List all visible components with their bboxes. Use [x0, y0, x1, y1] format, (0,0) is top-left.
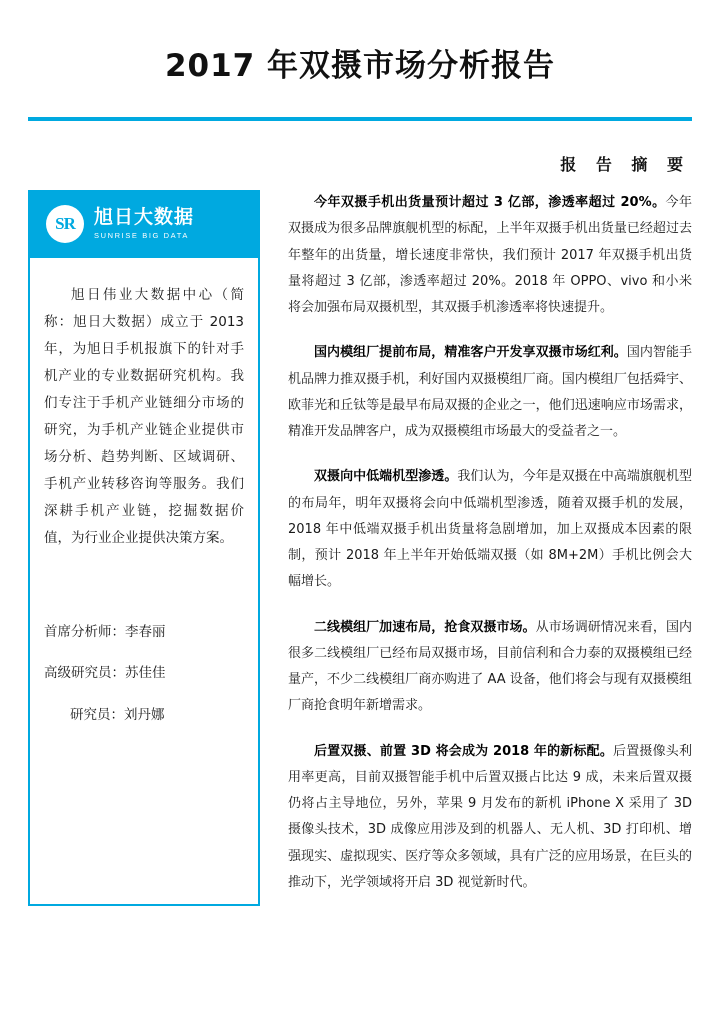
staff-researcher: 研究员：刘丹娜 — [70, 707, 165, 723]
summary-paragraph — [288, 190, 692, 321]
logo-name-cn: 旭日大数据 — [94, 206, 195, 229]
page-title: 2017 年双摄市场分析报告 — [164, 48, 556, 84]
summary-paragraph-text: 从市场调研情况来看，国内很多二线模组厂已经布局双摄市场，目前信利和合力泰的双摄模组已经量产，不少二线模组厂商亦购进了 AA 设备，他们将会与现有双摄模组厂商抢食明年新增需求。 — [288, 619, 692, 714]
title-area — [0, 48, 720, 85]
logo-icon: SR — [46, 205, 84, 243]
summary-paragraph-lead: 国内模组厂提前布局，精准客户开发享双摄市场红利。 — [314, 345, 627, 361]
summary-paragraph-lead: 今年双摄手机出货量预计超过 3 亿部，渗透率超过 20%。 — [314, 195, 666, 210]
logo-name-en: SUNRISE BIG DATA — [94, 231, 189, 241]
summary-body — [288, 190, 692, 915]
summary-paragraph-lead: 双摄向中低端机型渗透。 — [314, 469, 458, 485]
title-divider — [28, 117, 692, 121]
about-text: 旭日伟业大数据中心（简称：旭日大数据）成立于 2013 年，为旭日手机报旗下的针对手机产业的专业数据研究机构。我们专注于手机产业链细分市场的研究，为手机产业链企业提供市场分析、趋势判断、区域调研、手机产业转移咨询等服务。我们深耕手机产业链，挖掘数据价值，为行业企业提供决策方案。 — [44, 287, 244, 546]
summary-paragraph-text: 今年双摄成为很多品牌旗舰机型的标配，上半年双摄手机出货量已经超过去年整年的出货量，增长速度非常快，我们预计 2017 年双摄手机出货量将超过 3 亿部，渗透率超过 20%。2018 年 OPPO、vivo 和小米将会加强布局双摄机型，其双摄手机渗透率将快速提升。 — [288, 195, 692, 315]
summary-heading: 报 告 摘 要 — [560, 155, 690, 174]
summary-paragraph-text: 后置摄像头利用率更高，目前双摄智能手机中后置双摄占比达 9 成，未来后置双摄仍将占主导地位，另外，苹果 9 月发布的新机 iPhone X 采用了 3D 摄像头技术，3D 成像应用涉及到的机器人、无人机、3D 打印机、增强现实、虚拟现实、医疗等众多领域，具有广泛的应用场景，在巨头的推动下，光学领域将开启 3D 视觉新时代。 — [288, 743, 692, 890]
staff-chief-analyst: 首席分析师：李春丽 — [44, 624, 166, 640]
summary-paragraph — [288, 340, 692, 445]
summary-paragraph — [288, 464, 692, 595]
logo-text — [94, 207, 194, 240]
summary-paragraph — [288, 739, 692, 897]
summary-paragraph-lead: 二线模组厂加速布局，抢食双摄市场。 — [314, 619, 536, 635]
logo-banner — [28, 190, 260, 258]
about-block — [44, 282, 244, 552]
summary-paragraph-lead: 后置双摄、前置 3D 将会成为 2018 年的新标配。 — [314, 743, 614, 759]
summary-paragraph-text: 我们认为，今年是双摄在中高端旗舰机型的布局年，明年双摄将会向中低端机型渗透，随着双摄手机的发展，2018 年中低端双摄手机出货量将急剧增加，加上双摄成本因素的限制，预计 2018 年上半年开始低端双摄（如 8M+2M）手机比例会大幅增长。 — [288, 469, 692, 590]
summary-paragraph — [288, 615, 692, 720]
summary-paragraph-text: 国内智能手机品牌力推双摄手机，利好国内双摄模组厂商。国内模组厂包括舜宇、欧菲光和丘钛等是最早布局双摄的企业之一，他们迅速响应市场需求，精准开发品牌客户，成为双摄模组市场最大的受益者之一。 — [288, 345, 692, 439]
staff-senior-researcher: 高级研究员：苏佳佳 — [44, 665, 166, 681]
